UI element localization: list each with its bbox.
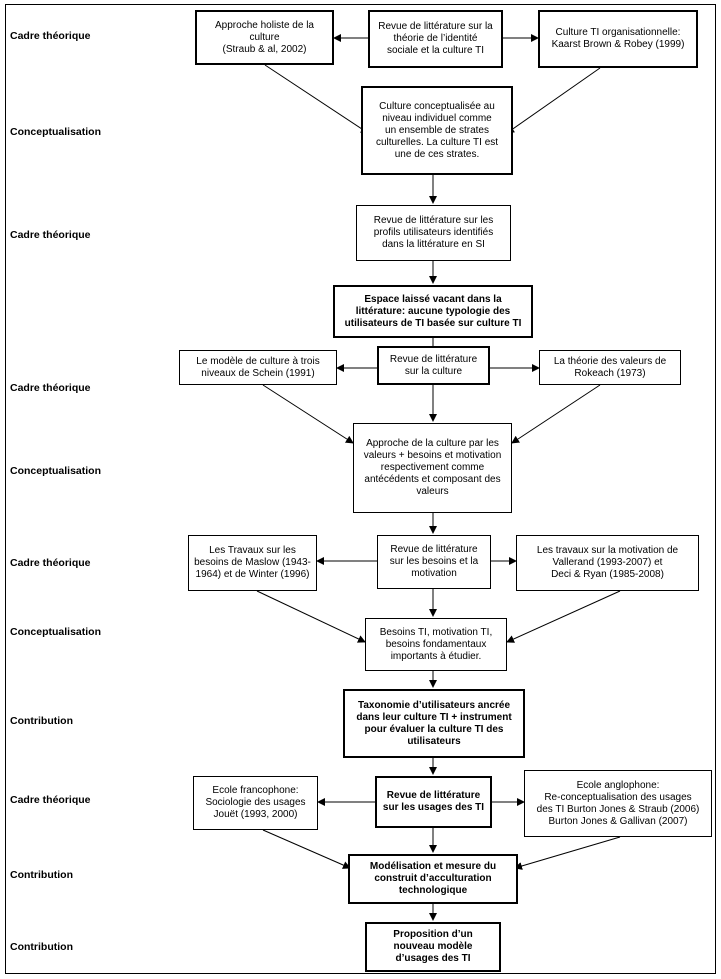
arrow [512,385,600,443]
arrow [257,591,365,642]
arrow [507,68,600,133]
box-ecole-francophone: Ecole francophone: Sociologie des usages Jouët (1993, 2000) [193,776,318,830]
arrow [263,830,350,868]
box-travaux-maslow: Les Travaux sur les besoins de Maslow (1943- 1964) et de Winter (1996) [188,535,317,591]
row-label-cadre-theorique: Cadre théorique [10,557,91,569]
box-approche-holiste: Approche holiste de la culture (Straub & al, 2002) [195,10,334,65]
box-besoins-ti: Besoins TI, motivation TI, besoins fondamentaux importants à étudier. [365,618,507,671]
box-revue-profils-utilisateurs: Revue de littérature sur les profils utilisateurs identifiés dans la littérature en SI [356,205,511,261]
box-theorie-rokeach: La théorie des valeurs de Rokeach (1973) [539,350,681,385]
box-revue-besoins-motivation: Revue de littérature sur les besoins et la motivation [377,535,491,589]
box-ecole-anglophone: Ecole anglophone: Re-conceptualisation des usages des TI Burton Jones & Straub (2006) Burton Jones & Gallivan (2007) [524,770,712,837]
box-approche-valeurs: Approche de la culture par les valeurs + besoins et motivation respectivement comme antécédents et composant des valeurs [353,423,512,513]
box-culture-conceptualisee: Culture conceptualisée au niveau individuel comme un ensemble de strates culturelles. La culture TI est une de ces strates. [361,86,513,175]
row-label-contribution: Contribution [10,869,73,881]
box-modelisation-acculturation: Modélisation et mesure du construit d’acculturation technologique [348,854,518,904]
row-label-cadre-theorique: Cadre théorique [10,382,91,394]
arrow [263,385,353,443]
row-label-conceptualisation: Conceptualisation [10,626,102,638]
box-travaux-vallerand: Les travaux sur la motivation de Vallerand (1993-2007) et Deci & Ryan (1985-2008) [516,535,699,591]
box-taxonomie-utilisateurs: Taxonomie d’utilisateurs ancrée dans leur culture TI + instrument pour évaluer la culture TI des utilisateurs [343,689,525,758]
row-label-cadre-theorique: Cadre théorique [10,229,91,241]
arrow [507,591,620,642]
arrow [265,65,368,133]
box-revue-culture: Revue de littérature sur la culture [377,346,490,385]
box-proposition-modele: Proposition d’un nouveau modèle d’usages des TI [365,922,501,972]
row-label-cadre-theorique: Cadre théorique [10,30,91,42]
arrow [515,837,620,868]
row-label-conceptualisation: Conceptualisation [10,126,102,138]
row-label-cadre-theorique: Cadre théorique [10,794,91,806]
box-modele-schein: Le modèle de culture à trois niveaux de Schein (1991) [179,350,337,385]
box-culture-ti-organisationnelle: Culture TI organisationnelle: Kaarst Brown & Robey (1999) [538,10,698,68]
row-label-contribution: Contribution [10,941,73,953]
row-label-contribution: Contribution [10,715,73,727]
box-revue-usages-ti: Revue de littérature sur les usages des TI [375,776,492,828]
box-espace-vacant: Espace laissé vacant dans la littérature: aucune typologie des utilisateurs de TI basée sur culture TI [333,285,533,338]
box-revue-identite-sociale: Revue de littérature sur la théorie de l’identité sociale et la culture TI [368,10,503,68]
row-label-conceptualisation: Conceptualisation [10,465,102,477]
